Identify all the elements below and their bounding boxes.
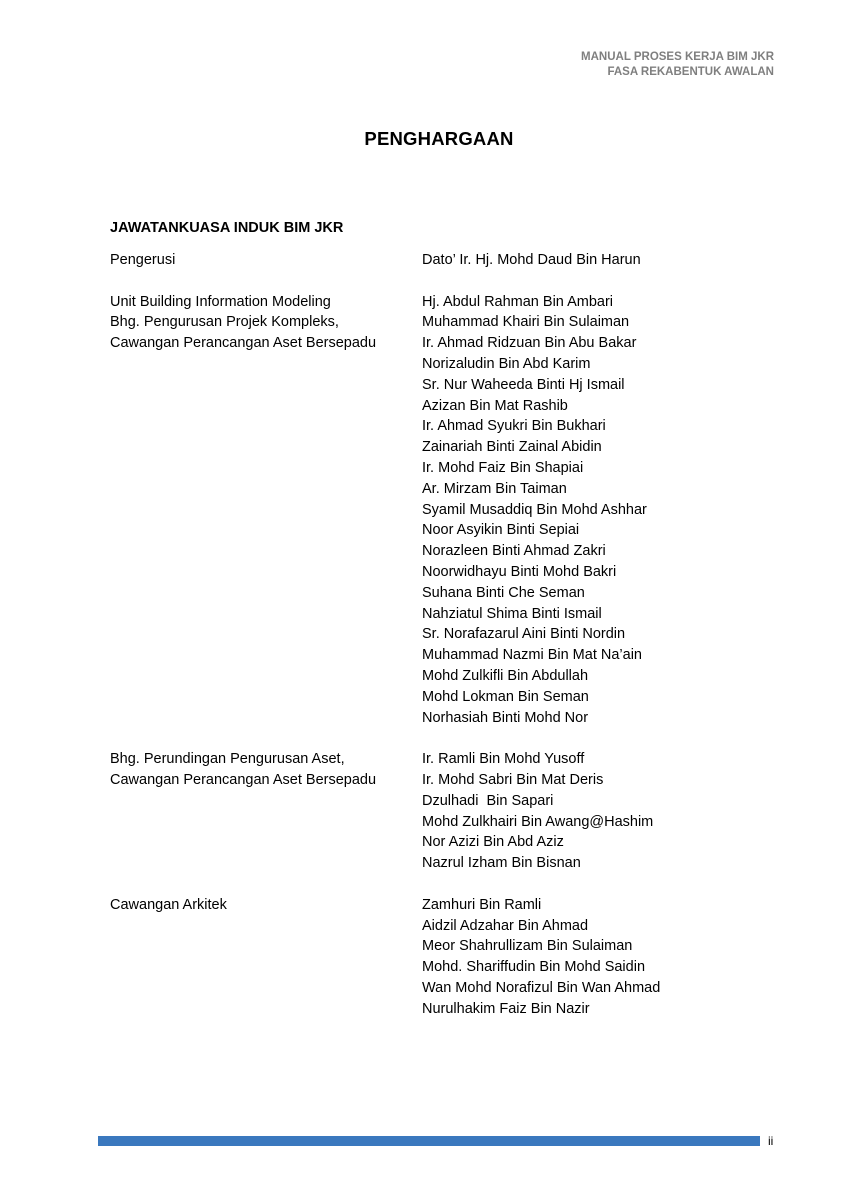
committee-group [110,749,760,874]
group-label-line: Pengerusi [110,252,176,268]
member-name: Noorwidhayu Binti Mohd Bakri [422,563,617,580]
member-name: Dzulhadi Bin Sapari [422,792,554,809]
member-name: Zainariah Binti Zainal Abidin [422,439,602,456]
member-name: Muhammad Khairi Bin Sulaiman [422,314,630,331]
member-name: Syamil Musaddiq Bin Mohd Ashhar [422,501,647,518]
member-name: Norizaludin Bin Abd Karim [422,355,591,372]
header-line-1: MANUAL PROSES KERJA BIM JKR [581,51,774,63]
footer-bar [98,1136,760,1146]
group-members [422,749,760,874]
member-name: Nurulhakim Faiz Bin Nazir [422,1000,590,1017]
group-label-line: Bhg. Perundingan Pengurusan Aset, [110,751,345,768]
member-name: Norhasiah Binti Mohd Nor [422,709,589,726]
member-name: Mohd Zulkhairi Bin Awang@Hashim [422,813,654,830]
member-name: Meor Shahrullizam Bin Sulaiman [422,938,633,955]
page-title: PENGHARGAAN [364,128,514,149]
member-name: Ir. Ahmad Syukri Bin Bukhari [422,418,606,435]
running-header [581,50,774,80]
group-members [422,895,760,1020]
group-label [110,292,422,729]
group-members [422,250,760,271]
committee-group [110,895,760,1020]
member-name: Sr. Norafazarul Aini Binti Nordin [422,626,626,643]
member-name: Norazleen Binti Ahmad Zakri [422,543,606,560]
member-name: Azizan Bin Mat Rashib [422,397,568,414]
group-label-line: Bhg. Pengurusan Projek Kompleks, [110,314,339,331]
committee-heading: JAWATANKUASA INDUK BIM JKR [110,220,344,236]
group-label-line: Cawangan Perancangan Aset Bersepadu [110,771,377,788]
page-number: ii [768,1134,774,1148]
member-name: Ir. Ramli Bin Mohd Yusoff [422,751,585,768]
member-name: Sr. Nur Waheeda Binti Hj Ismail [422,376,625,393]
group-label-line: Cawangan Perancangan Aset Bersepadu [110,335,377,352]
member-name: Mohd Zulkifli Bin Abdullah [422,667,589,684]
member-name: Nor Azizi Bin Abd Aziz [422,834,564,851]
member-name: Muhammad Nazmi Bin Mat Na’ain [422,647,642,664]
member-name: Ir. Mohd Sabri Bin Mat Deris [422,771,604,788]
member-name: Dato’ Ir. Hj. Mohd Daud Bin Harun [422,252,641,268]
group-label [110,895,422,1020]
member-name: Nahziatul Shima Binti Ismail [422,605,602,622]
member-name: Aidzil Adzahar Bin Ahmad [422,917,589,934]
committee-group [110,250,760,271]
member-name: Hj. Abdul Rahman Bin Ambari [422,293,614,310]
member-name: Mohd. Shariffudin Bin Mohd Saidin [422,959,646,976]
acknowledgement-list [110,250,760,1040]
member-name: Ir. Ahmad Ridzuan Bin Abu Bakar [422,335,637,352]
group-members [422,292,760,729]
group-label-line: Cawangan Arkitek [110,896,227,913]
member-name: Zamhuri Bin Ramli [422,896,542,913]
group-label [110,749,422,874]
committee-group [110,292,760,729]
member-name: Mohd Lokman Bin Seman [422,688,589,705]
member-name: Nazrul Izham Bin Bisnan [422,855,581,872]
header-line-2: FASA REKABENTUK AWALAN [607,66,774,78]
group-label [110,250,422,271]
member-name: Ar. Mirzam Bin Taiman [422,480,567,497]
member-name: Ir. Mohd Faiz Bin Shapiai [422,459,584,476]
member-name: Wan Mohd Norafizul Bin Wan Ahmad [422,979,661,996]
member-name: Suhana Binti Che Seman [422,584,585,601]
group-label-line: Unit Building Information Modeling [110,293,331,310]
member-name: Noor Asyikin Binti Sepiai [422,522,580,539]
